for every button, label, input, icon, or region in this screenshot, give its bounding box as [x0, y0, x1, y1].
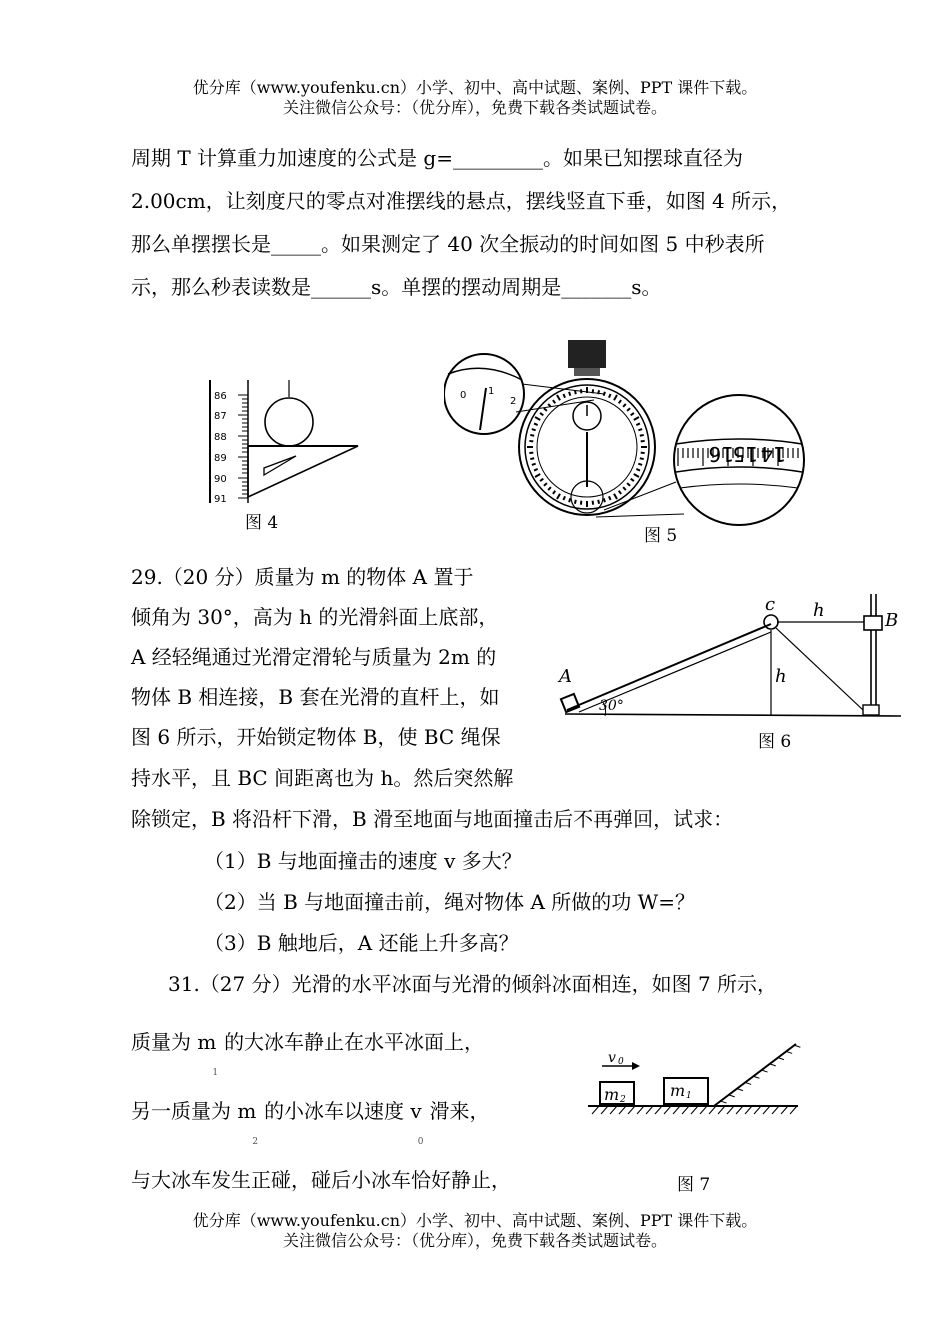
slope-hatch [753, 1076, 759, 1078]
dial-tick [631, 413, 634, 415]
ground-hatch [601, 1106, 608, 1114]
ruler-tick-91: 91 [214, 494, 227, 505]
dial-tick [631, 479, 634, 481]
slope-hatch [786, 1051, 792, 1053]
dial-tick [544, 408, 547, 411]
dial-tick [609, 394, 611, 398]
ground-hatch [646, 1106, 653, 1114]
q29-line-2: 倾角为 30°，高为 h 的光滑斜面上底部， [131, 605, 499, 629]
ground-hatch [682, 1106, 689, 1114]
fig7-label-m2-sub: 2 [620, 1095, 626, 1105]
left-zoom-label-1: 1 [488, 386, 495, 397]
q31-line-3-c: 滑来， [429, 1099, 490, 1123]
dial-tick [623, 404, 626, 407]
dial-tick [636, 469, 640, 471]
q28-line-1: 周期 T 计算重力加速度的公式是 g=_________。如果已知摆球直径为 [131, 146, 743, 170]
dial-tick [530, 458, 534, 459]
ground-hatch [637, 1106, 644, 1114]
q28-line-2: 2.00cm，让刻度尺的零点对准摆线的悬点，摆线竖直下垂，如图 4 所示， [131, 189, 792, 213]
ruler-tick-86: 86 [214, 391, 227, 402]
q29-line-7: 除锁定，B 将沿杆下滑，B 滑至地面与地面撞击后不再弹回，试求： [131, 807, 734, 831]
ruler-tick-87: 87 [214, 411, 227, 422]
ground-hatch [610, 1106, 617, 1114]
dial-tick [634, 474, 639, 477]
fig7-label-m1: m [670, 1081, 686, 1100]
fig6-label-b: B [885, 610, 899, 631]
figure-5-stopwatch-diagram [444, 332, 824, 532]
fig6-label-angle: 30° [599, 698, 624, 714]
q29-line-4: 物体 B 相连接，B 套在光滑的直杆上，如 [131, 685, 500, 709]
figure-6-caption: 图 6 [758, 732, 792, 752]
fig7-label-v-sub: 0 [618, 1057, 624, 1067]
q31-line-3 [131, 1095, 490, 1147]
dial-tick [544, 483, 547, 486]
figure-7-caption: 图 7 [677, 1175, 711, 1195]
q29-line-3: A 经轻绳通过光滑定滑轮与质量为 2m 的 [131, 645, 497, 669]
right-zoom-label-16: 16 [708, 442, 734, 466]
dial-tick [623, 487, 626, 490]
dial-tick [540, 413, 543, 415]
dial-tick [535, 474, 540, 477]
right-zoom-label-14: 14 [760, 442, 786, 466]
ruler-tick-89: 89 [214, 453, 227, 464]
ground-hatch [727, 1106, 734, 1114]
slope-hatch [745, 1082, 751, 1084]
fig7-label-m1-sub: 1 [686, 1091, 692, 1101]
slope-hatch [762, 1070, 768, 1072]
dial-tick [598, 500, 599, 504]
ground-hatch [790, 1106, 797, 1114]
slope-hatch [794, 1045, 800, 1047]
ground-hatch [763, 1106, 770, 1114]
q31-line-2 [131, 1026, 485, 1078]
q31-v0-subscript: 0 [417, 1137, 424, 1147]
header-line-2: 关注微信公众号：（优分库），免费下载各类试题试卷。 [282, 98, 667, 117]
q31-m2-subscript: 2 [252, 1137, 259, 1147]
dial-tick [540, 479, 543, 481]
dial-tick [614, 395, 617, 400]
ground-hatch [592, 1106, 599, 1114]
slope-hatch [770, 1064, 776, 1066]
dial-tick [634, 417, 639, 420]
dial-tick [532, 464, 536, 465]
dial-tick [614, 494, 617, 499]
fig6-label-h-top: h [813, 600, 825, 621]
ground-hatch [691, 1106, 698, 1114]
dial-tick [548, 487, 551, 490]
dial-tick [563, 496, 565, 500]
ground-hatch [736, 1106, 743, 1114]
dial-tick [563, 394, 565, 398]
ground-hatch [781, 1106, 788, 1114]
q31-line-1: 31.（27 分）光滑的水平冰面与光滑的倾斜冰面相连，如图 7 所示， [168, 972, 778, 996]
q28-line-3: 那么单摆摆长是_____。如果测定了 40 次全振动的时间如图 5 中秒表所 [131, 232, 765, 256]
q31-line-3-a: 另一质量为 m [131, 1099, 257, 1123]
dial-tick [604, 498, 605, 502]
q29-subquestion-2: （2）当 B 与地面撞击前，绳对物体 A 所做的功 W=？ [204, 890, 695, 914]
ground-hatch [754, 1106, 761, 1114]
dial-tick [619, 491, 621, 494]
q31-line-4: 与大冰车发生正碰，碰后小冰车恰好静止， [131, 1168, 511, 1192]
ground-hatch [664, 1106, 671, 1114]
dial-tick [638, 464, 642, 465]
figure-4-caption: 图 4 [245, 513, 279, 533]
footer-line-1: 优分库（www.youfenku.cn）小学、初中、高中试题、案例、PPT 课件下载。 [192, 1211, 758, 1230]
dial-tick [627, 408, 630, 411]
header-line-1: 优分库（www.youfenku.cn）小学、初中、高中试题、案例、PPT 课件下载。 [192, 78, 758, 97]
footer-line-2: 关注微信公众号：（优分库），免费下载各类试题试卷。 [282, 1231, 667, 1250]
figure-4-ruler-diagram [200, 375, 370, 505]
slope-hatch [721, 1101, 727, 1103]
fig6-label-a: A [559, 666, 572, 687]
figure-5-caption: 图 5 [644, 526, 678, 546]
q29-subquestion-3: （3）B 触地后，A 还能上升多高？ [204, 931, 519, 955]
q29-line-5: 图 6 所示，开始锁定物体 B，使 BC 绳保 [131, 725, 501, 749]
ground-hatch [619, 1106, 626, 1114]
ruler-tick-90: 90 [214, 474, 227, 485]
dial-tick [636, 423, 640, 425]
q29-line-1: 29.（20 分）质量为 m 的物体 A 置于 [131, 565, 474, 589]
q28-line-4: 示，那么秒表读数是______s。单摆的摆动周期是_______s。 [131, 275, 662, 299]
q31-m1-subscript: 1 [212, 1068, 219, 1078]
dial-tick [553, 400, 555, 403]
dial-tick [569, 498, 570, 502]
right-zoom-label-15: 15 [732, 442, 758, 466]
left-zoom-label-2: 2 [510, 396, 517, 407]
ground-hatch [700, 1106, 707, 1114]
dial-tick [640, 458, 644, 459]
dial-tick [530, 435, 534, 436]
ground-hatch [772, 1106, 779, 1114]
figure-7-ice-cart-diagram [584, 1036, 804, 1122]
ground-hatch [673, 1106, 680, 1114]
ground-hatch [709, 1106, 716, 1114]
q31-line-3-b: 的小冰车以速度 v [264, 1099, 422, 1123]
ground-hatch [745, 1106, 752, 1114]
dial-tick [557, 494, 560, 499]
q31-line-2-b: 的大冰车静止在水平冰面上， [224, 1030, 485, 1054]
slope-hatch [737, 1089, 743, 1091]
dial-tick [557, 395, 560, 400]
fig7-label-v: v [608, 1050, 616, 1066]
fig6-label-c: c [765, 594, 776, 615]
figure-6-incline-diagram [555, 592, 905, 727]
dial-tick [532, 429, 536, 430]
ruler-tick-88: 88 [214, 432, 227, 443]
dial-tick [534, 469, 538, 471]
dial-tick [553, 491, 555, 494]
q29-subquestion-1: （1）B 与地面撞击的速度 v 多大？ [204, 849, 522, 873]
ground-hatch [655, 1106, 662, 1114]
q31-line-2-a: 质量为 m [131, 1030, 217, 1054]
slope-hatch [778, 1058, 784, 1060]
left-zoom-label-0: 0 [460, 390, 467, 401]
dial-tick [640, 435, 644, 436]
dial-tick [609, 496, 611, 500]
fig7-label-m2: m [604, 1085, 620, 1104]
slope-hatch [729, 1095, 735, 1097]
fig6-label-h-vert: h [775, 666, 787, 687]
dial-tick [575, 500, 576, 504]
dial-tick [619, 400, 621, 403]
ground-hatch [718, 1106, 725, 1114]
dial-tick [627, 483, 630, 486]
dial-tick [638, 429, 642, 430]
ground-hatch [628, 1106, 635, 1114]
dial-tick [534, 423, 538, 425]
dial-tick [535, 417, 540, 420]
q29-line-6: 持水平，且 BC 间距离也为 h。然后突然解 [131, 766, 514, 790]
dial-tick [569, 392, 570, 396]
